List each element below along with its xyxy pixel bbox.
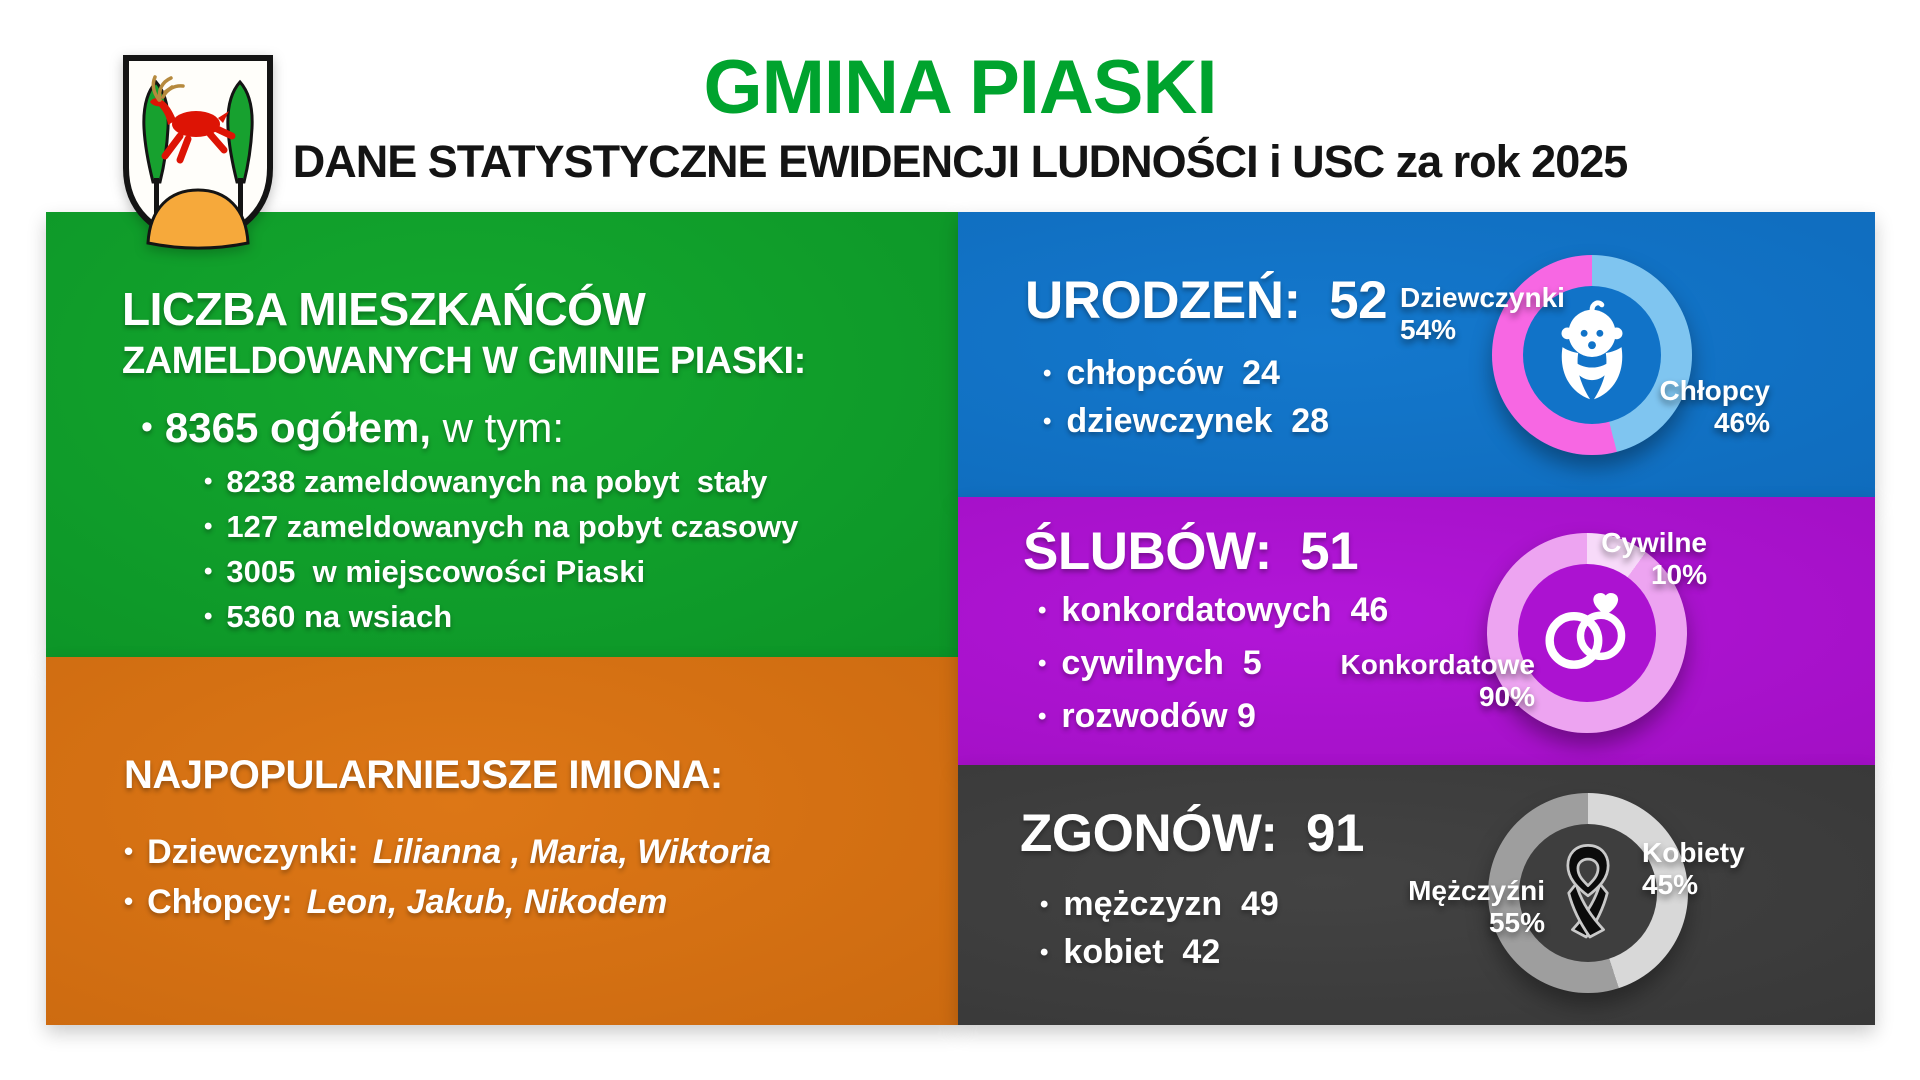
- list-item: • kobiet 42: [1040, 933, 1279, 972]
- births-list: [1043, 354, 1329, 450]
- marriages-civil-label: Cywilne 10%: [1601, 527, 1707, 590]
- popular-names-heading: NAJPOPULARNIEJSZE IMIONA:: [124, 753, 723, 797]
- population-total-number: 8365 ogółem,: [164, 404, 432, 451]
- girls-names: Lilianna , Maria, Wiktoria: [372, 833, 772, 871]
- list-item: • 127 zameldowanych na pobyt czasowy: [204, 509, 798, 545]
- deaths-heading: ZGONÓW: 91: [1020, 804, 1364, 863]
- list-item: • mężczyzn 49: [1040, 885, 1279, 924]
- marriages-concordat-label: Konkordatowe 90%: [1340, 649, 1535, 712]
- girls-label: Dziewczynki:: [147, 833, 359, 871]
- boys-names: Leon, Jakub, Nikodem: [306, 883, 668, 921]
- births-heading: URODZEŃ: 52: [1025, 271, 1388, 330]
- mourning-ribbon-icon: [1533, 838, 1643, 948]
- population-panel: [46, 212, 958, 657]
- list-item: • chłopców 24: [1043, 354, 1329, 393]
- coat-of-arms: [118, 50, 278, 252]
- wedding-rings-icon: [1531, 577, 1643, 689]
- population-heading-line2: ZAMELDOWANYCH W GMINIE PIASKI:: [122, 340, 806, 382]
- deaths-list: [1040, 885, 1279, 981]
- marriages-list: [1038, 591, 1388, 750]
- population-total-suffix: w tym:: [431, 404, 565, 451]
- list-item: • konkordatowych 46: [1038, 591, 1388, 630]
- list-item: • 3005 w miejscowości Piaski: [204, 554, 798, 590]
- page-title: GMINA PIASKI: [703, 45, 1217, 130]
- deaths-men-label: Mężczyźni 55%: [1408, 875, 1545, 938]
- list-item: • 5360 na wsiach: [204, 599, 798, 635]
- population-breakdown-list: [204, 464, 798, 644]
- population-total: [141, 404, 564, 452]
- boys-names-line: [124, 883, 667, 922]
- births-boys-label: Chłopcy 46%: [1659, 375, 1770, 438]
- list-item: • cywilnych 5: [1038, 644, 1388, 683]
- births-panel: [958, 212, 1875, 497]
- deaths-women-label: Kobiety 45%: [1642, 837, 1745, 900]
- page-subtitle: DANE STATYSTYCZNE EWIDENCJI LUDNOŚCI i USC za rok 2025: [292, 136, 1628, 187]
- list-item: • rozwodów 9: [1038, 697, 1388, 736]
- list-item: • dziewczynek 28: [1043, 402, 1329, 441]
- births-girls-label: Dziewczynki 54%: [1400, 282, 1565, 345]
- bullet-dot: •: [141, 408, 153, 446]
- girls-names-line: [124, 833, 771, 872]
- marriages-heading: ŚLUBÓW: 51: [1023, 522, 1359, 581]
- popular-names-panel: [46, 657, 958, 1025]
- population-heading-line1: LICZBA MIESZKAŃCÓW: [122, 283, 646, 335]
- boys-label: Chłopcy:: [147, 883, 293, 921]
- marriages-panel: [958, 497, 1875, 765]
- list-item: • 8238 zameldowanych na pobyt stały: [204, 464, 798, 500]
- deaths-panel: [958, 765, 1875, 1025]
